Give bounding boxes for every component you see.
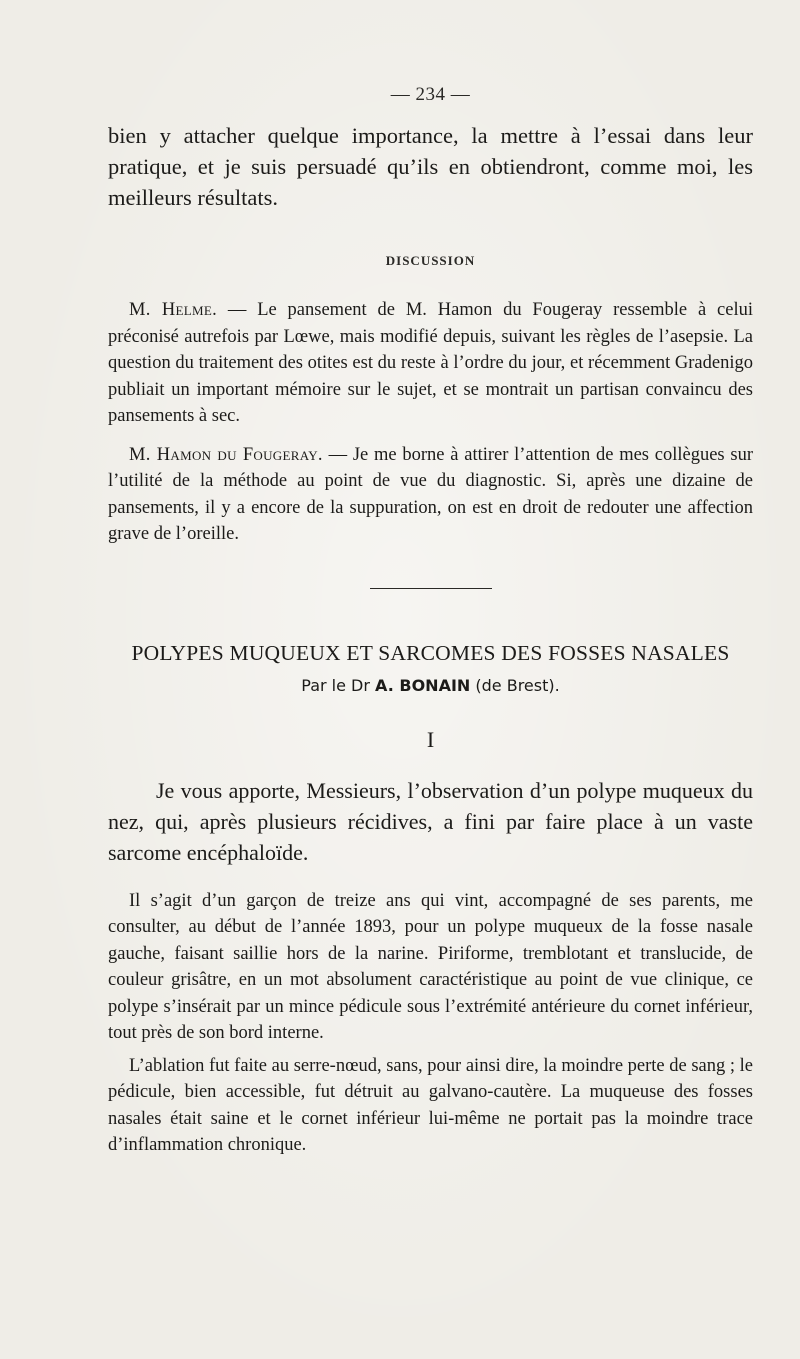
- section-number: I: [426, 726, 435, 752]
- body-paragraph-1: Il s’agit d’un garçon de treize ans qui vint, accompagné de ses parents, me consulter, au début de l’année 1893, pour un polype muqueux de la fosse nasale gauche, faisant saillie hors de la narine. Piriforme, tremblotant et translucide, de couleur grisâtre, en un mot absolument caractéristique au point de vue clinique, ce polype s’insérait par un mince pédicule sous l’extrémité antérieure du cornet inférieur, tout près de son bord interne.: [108, 890, 753, 1043]
- speaker-helme: M. Helme.: [129, 300, 217, 320]
- section-divider: [370, 588, 492, 589]
- author-name: A. BONAIN: [375, 675, 471, 695]
- page-number: — 234 —: [390, 84, 471, 105]
- byline-suffix: (de Brest).: [470, 675, 560, 695]
- helme-remark: [108, 297, 753, 430]
- page-content: [108, 84, 753, 1159]
- hamon-remark: [108, 442, 753, 548]
- byline: [108, 676, 753, 695]
- byline-prefix: Par le Dr: [301, 675, 376, 695]
- continuation-paragraph: bien y attacher quelque importance, la mettre à l’essai dans leur pratique, et je suis persuadé qu’ils en obtiendront, comme moi, les meilleurs résultats.: [108, 123, 753, 210]
- speaker-hamon: M. Hamon du Fougeray.: [129, 444, 323, 465]
- hamon-remark-text: — Je me borne à attirer l’attention de mes collègues sur l’utilité de la méthode au point de vue du diagnostic. Si, après une dizaine de pansements, il y a encore de la suppuration, on est en droit de redouter une affection grave de l’oreille.: [108, 444, 753, 544]
- body-paragraph-2: L’ablation fut faite au serre-nœud, sans, pour ainsi dire, la moindre perte de sang ; le pédicule, bien accessible, fut détruit au galvano-cautère. La muqueuse des fosses nasales était saine et le cornet inférieur lui-même ne portait pas la moindre trace d’inflammation chronique.: [108, 1055, 754, 1155]
- helme-remark-text: — Le pansement de M. Hamon du Fougeray ressemble à celui préconisé autrefois par Lœwe, mais modifié depuis, suivant les règles de l’asepsie. La question du traitement des otites est du reste à l’ordre du jour, et récemment Gradenigo publiait un important mémoire sur le sujet, et se montrait un partisan convaincu des pansements à sec.: [108, 300, 753, 426]
- discussion-heading: DISCUSSION: [385, 253, 476, 268]
- lead-paragraph: Je vous apporte, Messieurs, l’observation d’un polype muqueux du nez, qui, après plusieurs récidives, a fini par faire place à un vaste sarcome encéphaloïde.: [108, 777, 753, 865]
- article-title: POLYPES MUQUEUX ET SARCOMES DES FOSSES NASALES: [131, 640, 730, 665]
